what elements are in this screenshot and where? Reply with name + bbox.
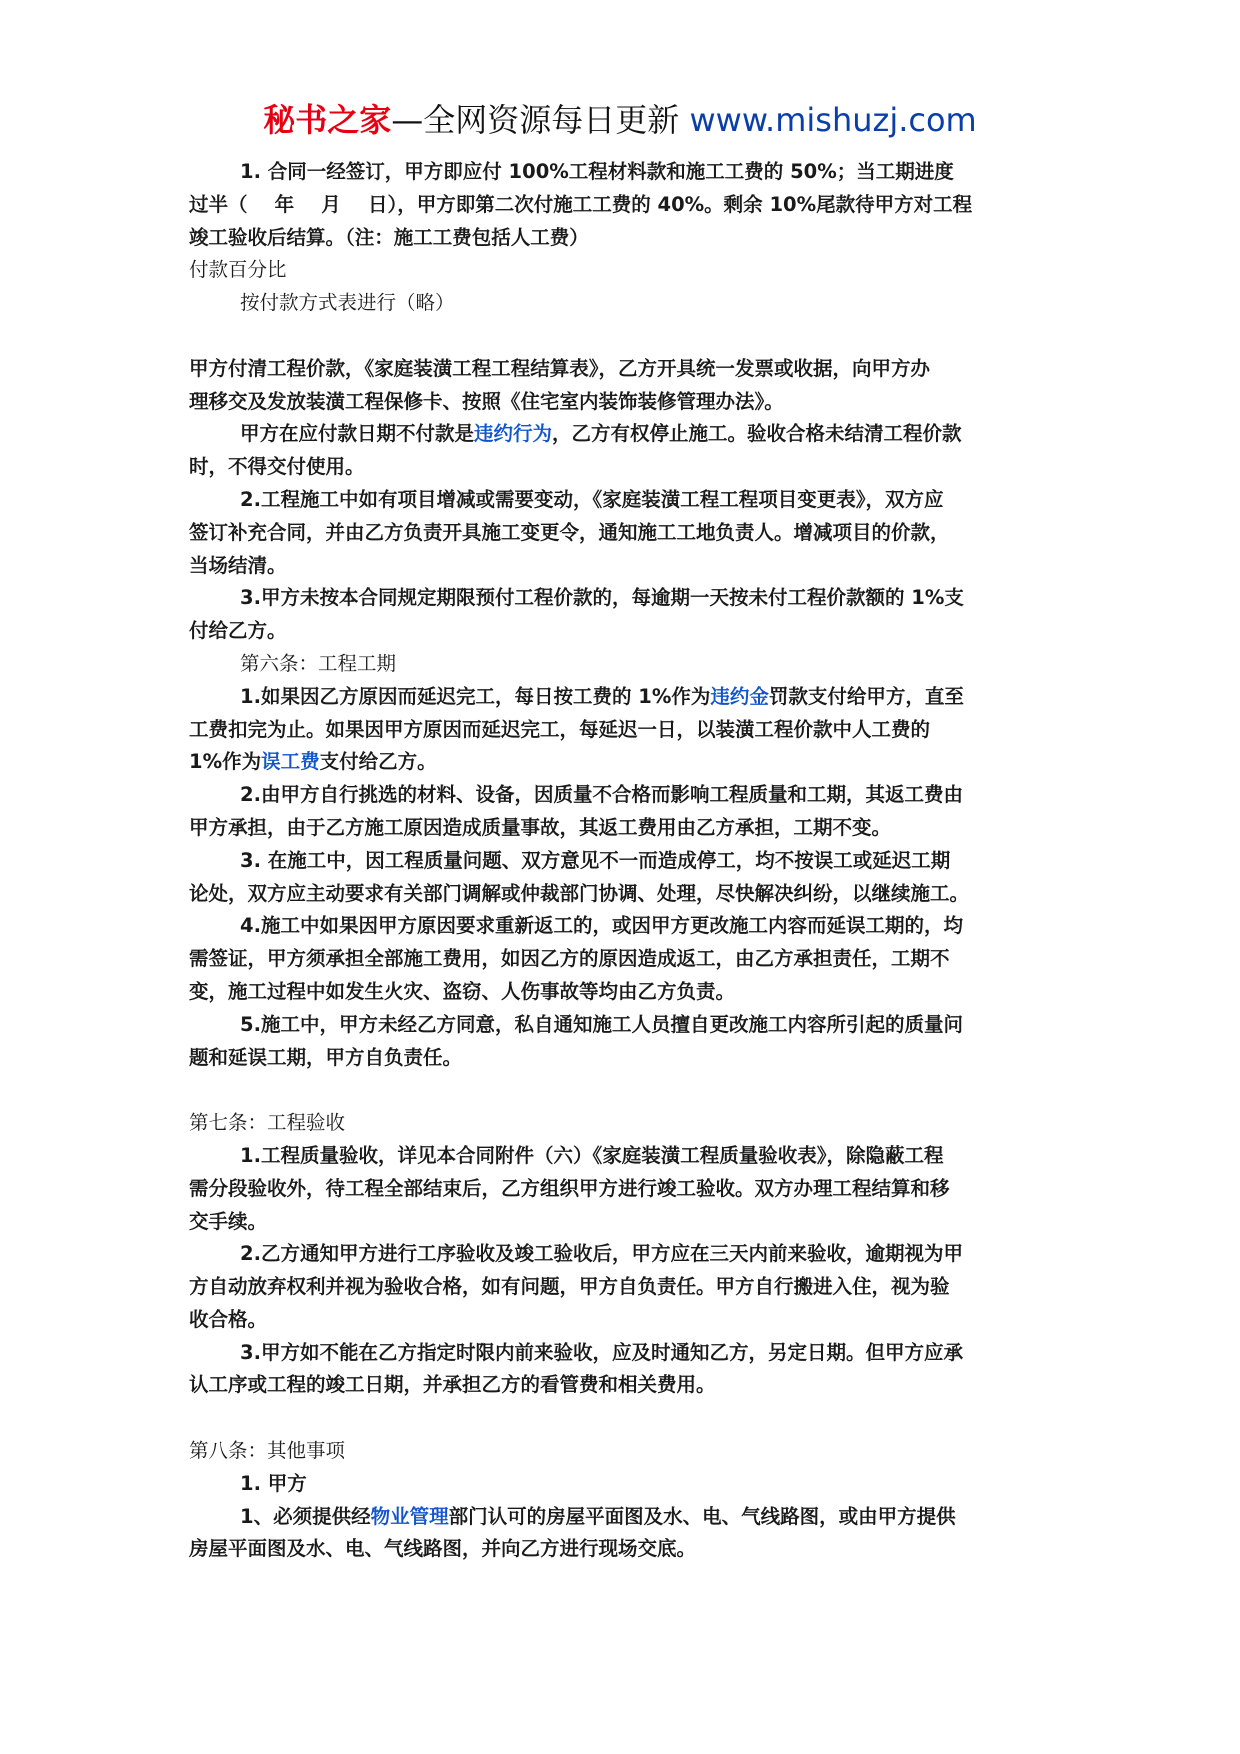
paragraph-line [189,746,1059,779]
text-span: 支付给乙方。 [319,750,437,774]
payment-table-note: 按付款方式表进行（略） [240,291,455,315]
link-liquidated-damages[interactable]: 违约金 [710,684,769,708]
subsection-heading: 1. 甲方 [240,1471,307,1495]
text-span: 1、必须提供经 [240,1504,371,1528]
link-breach-of-contract[interactable]: 违约行为 [474,422,553,446]
paragraph-line: 1.工程质量验收，详见本合同附件（六）《家庭装潢工程质量验收表》，除隐蔽工程 [240,1143,944,1167]
text-span: 1.如果因乙方原因而延迟完工，每日按工费的 1%作为 [240,684,711,708]
paragraph-line: 1. 合同一经签订，甲方即应付 100%工程材料款和施工工费的 50%；当工期进度 [240,160,954,183]
site-header [0,100,1240,140]
paragraph-line: 理移交及发放装潢工程保修卡、按照《住宅室内装饰装修管理办法》。 [189,389,784,413]
paragraph-line: 认工序或工程的竣工日期，并承担乙方的看管费和相关费用。 [189,1373,716,1397]
article-6-heading: 第六条：工程工期 [240,651,397,675]
paragraph-line: 甲方承担，由于乙方施工原因造成质量事故，其返工费用由乙方承担，工期不变。 [189,815,892,839]
paragraph-line: 3.甲方如不能在乙方指定时限内前来验收，应及时通知乙方，另定日期。但甲方应承 [240,1340,963,1364]
paragraph-line [189,681,1059,714]
paragraph-line: 4.施工中如果因甲方原因要求重新返工的，或因甲方更改施工内容而延误工期的，均 [240,914,963,938]
paragraph-line: 房屋平面图及水、电、气线路图，并向乙方进行现场交底。 [189,1537,697,1561]
text-span: 部门认可的房屋平面图及水、电、气线路图，或由甲方提供 [448,1504,956,1528]
text-span: 罚款支付给甲方，直至 [768,684,964,708]
paragraph-line [189,1501,1059,1534]
paragraph-line: 3.甲方未按本合同规定期限预付工程价款的，每逾期一天按未付工程价款额的 1%支 [240,586,964,610]
paragraph-line [189,418,1059,451]
spacer [189,1402,1059,1435]
text-span: 1%作为 [189,750,262,774]
paragraph-line: 时，不得交付使用。 [189,455,365,479]
paragraph-line: 题和延误工期，甲方自负责任。 [189,1045,463,1069]
paragraph-line: 2.由甲方自行挑选的材料、设备，因质量不合格而影响工程质量和工期，其返工费由 [240,783,963,807]
article-8-heading: 第八条：其他事项 [189,1439,346,1463]
link-property-management[interactable]: 物业管理 [370,1504,449,1528]
paragraph-line: 签订补充合同，并由乙方负责开具施工变更令，通知施工工地负责人。增减项目的价款， [189,520,950,544]
paragraph-line: 方自动放弃权利并视为验收合格，如有问题，甲方自负责任。甲方自行搬进入住，视为验 [189,1275,950,1299]
paragraph-line: 交手续。 [189,1209,268,1233]
paragraph-line: 收合格。 [189,1307,268,1331]
text-span: 甲方在应付款日期不付款是 [240,422,475,446]
paragraph-line: 3. 在施工中，因工程质量问题、双方意见不一而造成停工，均不按误工或延迟工期 [240,848,951,872]
payment-percentage-label: 付款百分比 [189,258,287,282]
paragraph-line: 付给乙方。 [189,619,287,643]
paragraph-line: 5.施工中，甲方未经乙方同意，私自通知施工人员擅自更改施工内容所引起的质量问 [240,1012,963,1036]
site-brand: 秘书之家 [263,101,392,139]
paragraph-line: 过半（ 年 月 日），甲方即第二次付施工工费的 40%。剩余 10%尾款待甲方对工程 [189,192,973,216]
link-delay-fee[interactable]: 误工费 [261,750,320,774]
paragraph-line: 需签证，甲方须承担全部施工费用，如因乙方的原因造成返工，由乙方承担责任，工期不 [189,947,950,971]
paragraph-line: 当场结清。 [189,553,287,577]
paragraph-line: 甲方付清工程价款，《家庭装潢工程工程结算表》，乙方开具统一发票或收据，向甲方办 [189,356,931,380]
text-span: ，乙方有权停止施工。验收合格未结清工程价款 [552,422,962,446]
paragraph-line: 变，施工过程中如发生火灾、盗窃、人伤事故等均由乙方负责。 [189,979,736,1003]
site-slogan: —全网资源每日更新 [391,101,690,139]
paragraph-line: 竣工验收后结算。（注：施工工费包括人工费） [189,225,589,249]
article-7-heading: 第七条：工程验收 [189,1111,346,1135]
site-url-link[interactable]: www.mishuzj.com [689,101,977,139]
spacer [189,320,1059,353]
paragraph-line: 论处，双方应主动要求有关部门调解或仲裁部门协调、处理，尽快解决纠纷，以继续施工。 [189,881,970,905]
paragraph-line: 2.乙方通知甲方进行工序验收及竣工验收后，甲方应在三天内前来验收，逾期视为甲 [240,1242,963,1266]
spacer [189,1074,1059,1107]
paragraph-line: 2.工程施工中如有项目增减或需要变动，《家庭装潢工程工程项目变更表》，双方应 [240,487,944,511]
paragraph-line: 工费扣完为止。如果因甲方原因而延迟完工，每延迟一日，以装潢工程价款中人工费的 [189,717,931,741]
document-body [189,156,1059,1566]
paragraph-line: 需分段验收外，待工程全部结束后，乙方组织甲方进行竣工验收。双方办理工程结算和移 [189,1176,950,1200]
